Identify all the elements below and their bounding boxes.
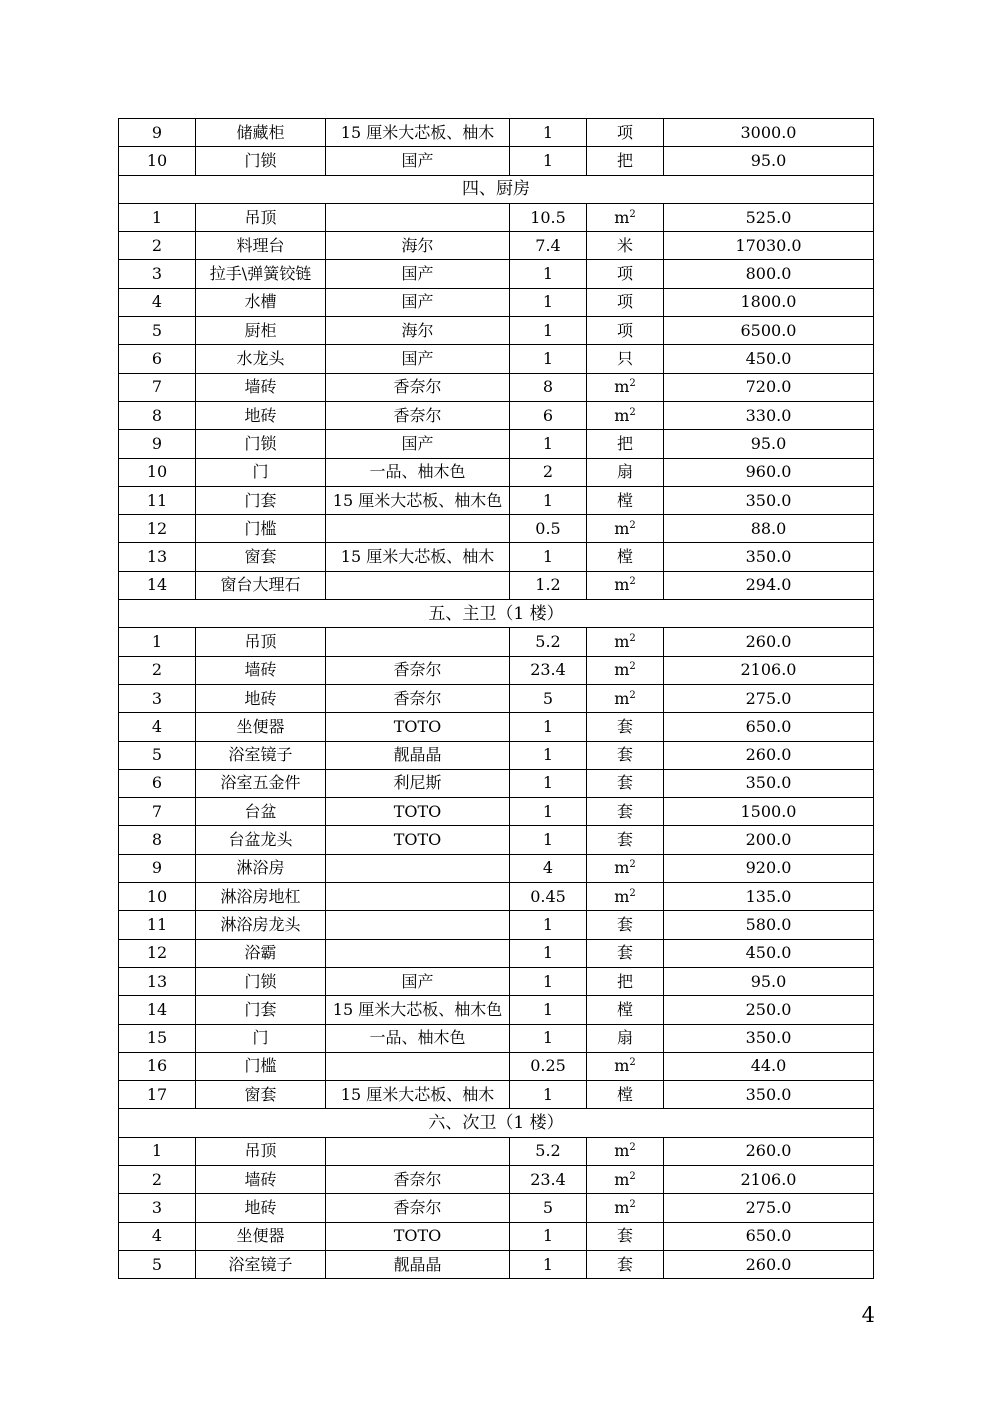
cell-amount: 350.0 (664, 769, 874, 797)
cell-item: 地砖 (196, 401, 326, 429)
table-row (119, 1081, 874, 1109)
superscript-two: 2 (629, 406, 636, 418)
cell-item: 墙砖 (196, 656, 326, 684)
cell-spec: 国产 (326, 967, 510, 995)
cell-amount: 650.0 (664, 713, 874, 741)
cell-no: 5 (119, 317, 196, 345)
cell-spec: TOTO (326, 1222, 510, 1250)
cell-spec: 国产 (326, 430, 510, 458)
cell-unit: 米 (587, 232, 664, 260)
cell-item: 淋浴房 (196, 854, 326, 882)
cell-qty: 1 (510, 713, 587, 741)
table-row (119, 515, 874, 543)
table-row (119, 656, 874, 684)
cell-item: 门 (196, 458, 326, 486)
section-header-row (119, 600, 874, 628)
cell-spec (326, 1052, 510, 1080)
cell-qty: 2 (510, 458, 587, 486)
cell-qty: 1 (510, 1081, 587, 1109)
cell-item: 门槛 (196, 515, 326, 543)
cell-spec: 15 厘米大芯板、柚木色 (326, 486, 510, 514)
cell-amount: 350.0 (664, 543, 874, 571)
cell-unit: 把 (587, 967, 664, 995)
table-row (119, 543, 874, 571)
table-row (119, 458, 874, 486)
cell-spec: 海尔 (326, 232, 510, 260)
cell-spec: 香奈尔 (326, 373, 510, 401)
cell-unit: 樘 (587, 543, 664, 571)
cell-item: 台盆龙头 (196, 826, 326, 854)
cell-unit: 项 (587, 317, 664, 345)
cell-no: 3 (119, 1194, 196, 1222)
cell-no: 6 (119, 345, 196, 373)
cell-item: 墙砖 (196, 373, 326, 401)
cell-no: 13 (119, 543, 196, 571)
cell-item: 门 (196, 1024, 326, 1052)
cell-amount: 650.0 (664, 1222, 874, 1250)
table-row (119, 883, 874, 911)
cell-no: 10 (119, 147, 196, 175)
cell-qty: 10.5 (510, 203, 587, 231)
cell-amount: 2106.0 (664, 1165, 874, 1193)
table-row (119, 769, 874, 797)
cell-amount: 260.0 (664, 1137, 874, 1165)
cell-qty: 1 (510, 288, 587, 316)
cell-spec: 国产 (326, 345, 510, 373)
cell-amount: 350.0 (664, 486, 874, 514)
table-row (119, 741, 874, 769)
cell-unit: 套 (587, 769, 664, 797)
cell-amount: 17030.0 (664, 232, 874, 260)
cell-unit: 扇 (587, 1024, 664, 1052)
cell-spec: 一品、柚木色 (326, 1024, 510, 1052)
section-header-row (119, 175, 874, 203)
table-row (119, 826, 874, 854)
cell-no: 6 (119, 769, 196, 797)
table-row (119, 628, 874, 656)
cell-qty: 8 (510, 373, 587, 401)
cell-amount: 95.0 (664, 967, 874, 995)
cell-spec (326, 571, 510, 599)
cell-unit: 只 (587, 345, 664, 373)
cell-no: 5 (119, 1250, 196, 1278)
cell-unit: 套 (587, 798, 664, 826)
cell-no: 4 (119, 713, 196, 741)
budget-table-body (119, 119, 874, 1279)
cell-unit: $m^2$ (587, 373, 664, 401)
cell-unit: 套 (587, 826, 664, 854)
cell-unit: 项 (587, 288, 664, 316)
cell-qty: 1 (510, 486, 587, 514)
cell-unit: 套 (587, 713, 664, 741)
cell-item: 浴霸 (196, 939, 326, 967)
cell-item: 门锁 (196, 967, 326, 995)
cell-qty: 0.25 (510, 1052, 587, 1080)
cell-spec: 国产 (326, 147, 510, 175)
cell-item: 水龙头 (196, 345, 326, 373)
cell-amount: 260.0 (664, 628, 874, 656)
table-row (119, 430, 874, 458)
cell-no: 10 (119, 458, 196, 486)
cell-unit: $m^2$ (587, 515, 664, 543)
cell-spec: 国产 (326, 260, 510, 288)
cell-spec: 靓晶晶 (326, 1250, 510, 1278)
table-row (119, 147, 874, 175)
table-row (119, 260, 874, 288)
cell-qty: 1 (510, 317, 587, 345)
cell-unit: 套 (587, 1222, 664, 1250)
cell-no: 7 (119, 798, 196, 826)
cell-unit: $m^2$ (587, 1052, 664, 1080)
cell-no: 11 (119, 486, 196, 514)
cell-spec (326, 911, 510, 939)
cell-amount: 2106.0 (664, 656, 874, 684)
cell-amount: 350.0 (664, 1024, 874, 1052)
cell-unit: $m^2$ (587, 656, 664, 684)
cell-no: 5 (119, 741, 196, 769)
superscript-two: 2 (629, 887, 636, 899)
cell-no: 4 (119, 288, 196, 316)
cell-spec: 靓晶晶 (326, 741, 510, 769)
cell-item: 地砖 (196, 684, 326, 712)
section-title: 四、厨房 (119, 175, 874, 203)
cell-unit: 套 (587, 741, 664, 769)
table-row (119, 1222, 874, 1250)
cell-qty: 1 (510, 996, 587, 1024)
section-header-row (119, 1109, 874, 1137)
cell-unit: $m^2$ (587, 854, 664, 882)
cell-no: 8 (119, 826, 196, 854)
cell-item: 淋浴房地杠 (196, 883, 326, 911)
cell-no: 11 (119, 911, 196, 939)
cell-amount: 95.0 (664, 430, 874, 458)
cell-spec: 15 厘米大芯板、柚木色 (326, 996, 510, 1024)
cell-spec: 国产 (326, 288, 510, 316)
cell-no: 12 (119, 939, 196, 967)
cell-item: 门套 (196, 486, 326, 514)
cell-item: 坐便器 (196, 1222, 326, 1250)
cell-no: 9 (119, 854, 196, 882)
cell-unit: $m^2$ (587, 1137, 664, 1165)
cell-item: 拉手\弹簧铰链 (196, 260, 326, 288)
cell-unit: 套 (587, 1250, 664, 1278)
cell-unit: $m^2$ (587, 628, 664, 656)
cell-item: 坐便器 (196, 713, 326, 741)
section-title: 六、次卫（1 楼） (119, 1109, 874, 1137)
cell-no: 15 (119, 1024, 196, 1052)
cell-no: 3 (119, 260, 196, 288)
table-row (119, 939, 874, 967)
cell-amount: 250.0 (664, 996, 874, 1024)
table-row (119, 1052, 874, 1080)
table-row (119, 684, 874, 712)
cell-amount: 350.0 (664, 1081, 874, 1109)
table-row (119, 232, 874, 260)
cell-no: 8 (119, 401, 196, 429)
cell-qty: 1 (510, 939, 587, 967)
cell-qty: 1 (510, 147, 587, 175)
cell-qty: 1 (510, 967, 587, 995)
cell-amount: 800.0 (664, 260, 874, 288)
table-row (119, 486, 874, 514)
cell-unit: $m^2$ (587, 1194, 664, 1222)
cell-spec: 海尔 (326, 317, 510, 345)
cell-qty: 1 (510, 119, 587, 147)
cell-item: 吊顶 (196, 1137, 326, 1165)
cell-amount: 450.0 (664, 939, 874, 967)
cell-spec: 一品、柚木色 (326, 458, 510, 486)
cell-qty: 1 (510, 911, 587, 939)
cell-qty: 1 (510, 798, 587, 826)
cell-spec: TOTO (326, 798, 510, 826)
cell-item: 浴室五金件 (196, 769, 326, 797)
cell-unit: 项 (587, 119, 664, 147)
cell-no: 14 (119, 996, 196, 1024)
cell-amount: 88.0 (664, 515, 874, 543)
cell-unit: $m^2$ (587, 883, 664, 911)
table-row (119, 996, 874, 1024)
cell-unit: $m^2$ (587, 1165, 664, 1193)
cell-amount: 1500.0 (664, 798, 874, 826)
table-row (119, 911, 874, 939)
cell-no: 1 (119, 1137, 196, 1165)
cell-unit: $m^2$ (587, 203, 664, 231)
cell-spec: 15 厘米大芯板、柚木 (326, 1081, 510, 1109)
cell-spec: TOTO (326, 826, 510, 854)
cell-spec: 15 厘米大芯板、柚木 (326, 119, 510, 147)
cell-item: 窗套 (196, 543, 326, 571)
cell-amount: 260.0 (664, 741, 874, 769)
cell-item: 浴室镜子 (196, 741, 326, 769)
cell-amount: 3000.0 (664, 119, 874, 147)
cell-amount: 135.0 (664, 883, 874, 911)
cell-item: 窗台大理石 (196, 571, 326, 599)
superscript-two: 2 (629, 661, 636, 673)
cell-item: 门槛 (196, 1052, 326, 1080)
table-row (119, 571, 874, 599)
cell-spec: 香奈尔 (326, 401, 510, 429)
cell-amount: 6500.0 (664, 317, 874, 345)
cell-no: 3 (119, 684, 196, 712)
cell-qty: 1 (510, 543, 587, 571)
table-row (119, 798, 874, 826)
cell-item: 地砖 (196, 1194, 326, 1222)
cell-qty: 5.2 (510, 628, 587, 656)
cell-item: 储藏柜 (196, 119, 326, 147)
cell-no: 4 (119, 1222, 196, 1250)
cell-unit: 项 (587, 260, 664, 288)
cell-no: 2 (119, 656, 196, 684)
cell-qty: 4 (510, 854, 587, 882)
superscript-two: 2 (629, 378, 636, 390)
table-row (119, 203, 874, 231)
cell-no: 2 (119, 1165, 196, 1193)
section-title: 五、主卫（1 楼） (119, 600, 874, 628)
superscript-two: 2 (629, 1057, 636, 1069)
cell-no: 1 (119, 203, 196, 231)
budget-table (118, 118, 874, 1279)
superscript-two: 2 (629, 632, 636, 644)
superscript-two: 2 (629, 859, 636, 871)
cell-unit: 樘 (587, 996, 664, 1024)
cell-amount: 44.0 (664, 1052, 874, 1080)
table-row (119, 345, 874, 373)
cell-qty: 1 (510, 741, 587, 769)
cell-amount: 580.0 (664, 911, 874, 939)
cell-amount: 920.0 (664, 854, 874, 882)
cell-item: 吊顶 (196, 628, 326, 656)
table-row (119, 854, 874, 882)
cell-item: 门套 (196, 996, 326, 1024)
superscript-two: 2 (629, 576, 636, 588)
table-row (119, 967, 874, 995)
cell-no: 2 (119, 232, 196, 260)
cell-no: 12 (119, 515, 196, 543)
cell-spec (326, 939, 510, 967)
cell-item: 料理台 (196, 232, 326, 260)
cell-qty: 23.4 (510, 1165, 587, 1193)
cell-amount: 294.0 (664, 571, 874, 599)
cell-qty: 6 (510, 401, 587, 429)
page-number: 4 (861, 1303, 875, 1327)
cell-amount: 260.0 (664, 1250, 874, 1278)
cell-qty: 1 (510, 1250, 587, 1278)
cell-amount: 525.0 (664, 203, 874, 231)
cell-item: 厨柜 (196, 317, 326, 345)
cell-item: 水槽 (196, 288, 326, 316)
cell-spec (326, 628, 510, 656)
cell-unit: $m^2$ (587, 401, 664, 429)
superscript-two: 2 (629, 519, 636, 531)
superscript-two: 2 (629, 1142, 636, 1154)
cell-item: 门锁 (196, 147, 326, 175)
cell-qty: 5.2 (510, 1137, 587, 1165)
cell-spec: 利尼斯 (326, 769, 510, 797)
cell-item: 台盆 (196, 798, 326, 826)
cell-amount: 720.0 (664, 373, 874, 401)
cell-item: 墙砖 (196, 1165, 326, 1193)
cell-unit: 樘 (587, 486, 664, 514)
cell-spec: 香奈尔 (326, 1165, 510, 1193)
cell-no: 16 (119, 1052, 196, 1080)
cell-item: 门锁 (196, 430, 326, 458)
cell-amount: 960.0 (664, 458, 874, 486)
cell-item: 吊顶 (196, 203, 326, 231)
cell-qty: 1 (510, 345, 587, 373)
cell-spec: 香奈尔 (326, 1194, 510, 1222)
cell-qty: 1.2 (510, 571, 587, 599)
table-row (119, 288, 874, 316)
cell-unit: 把 (587, 147, 664, 175)
cell-no: 13 (119, 967, 196, 995)
cell-spec: 香奈尔 (326, 684, 510, 712)
cell-qty: 23.4 (510, 656, 587, 684)
cell-unit: 套 (587, 911, 664, 939)
cell-unit: $m^2$ (587, 684, 664, 712)
cell-spec: 15 厘米大芯板、柚木 (326, 543, 510, 571)
table-row (119, 317, 874, 345)
cell-amount: 200.0 (664, 826, 874, 854)
cell-amount: 95.0 (664, 147, 874, 175)
cell-qty: 0.45 (510, 883, 587, 911)
cell-amount: 1800.0 (664, 288, 874, 316)
cell-spec (326, 854, 510, 882)
cell-qty: 5 (510, 684, 587, 712)
table-row (119, 1024, 874, 1052)
cell-spec (326, 515, 510, 543)
cell-amount: 450.0 (664, 345, 874, 373)
cell-spec: TOTO (326, 713, 510, 741)
cell-qty: 5 (510, 1194, 587, 1222)
table-row (119, 1165, 874, 1193)
cell-no: 14 (119, 571, 196, 599)
cell-item: 浴室镜子 (196, 1250, 326, 1278)
cell-no: 7 (119, 373, 196, 401)
cell-no: 17 (119, 1081, 196, 1109)
superscript-two: 2 (629, 208, 636, 220)
cell-qty: 1 (510, 1222, 587, 1250)
cell-amount: 275.0 (664, 684, 874, 712)
cell-item: 淋浴房龙头 (196, 911, 326, 939)
cell-spec (326, 203, 510, 231)
cell-qty: 1 (510, 769, 587, 797)
cell-amount: 275.0 (664, 1194, 874, 1222)
cell-no: 9 (119, 119, 196, 147)
cell-spec: 香奈尔 (326, 656, 510, 684)
cell-no: 10 (119, 883, 196, 911)
cell-qty: 7.4 (510, 232, 587, 260)
cell-unit: $m^2$ (587, 571, 664, 599)
table-row (119, 1194, 874, 1222)
table-row (119, 713, 874, 741)
cell-unit: 樘 (587, 1081, 664, 1109)
cell-item: 窗套 (196, 1081, 326, 1109)
cell-amount: 330.0 (664, 401, 874, 429)
cell-spec (326, 1137, 510, 1165)
cell-no: 1 (119, 628, 196, 656)
superscript-two: 2 (629, 689, 636, 701)
cell-unit: 套 (587, 939, 664, 967)
cell-unit: 把 (587, 430, 664, 458)
cell-qty: 1 (510, 1024, 587, 1052)
cell-qty: 0.5 (510, 515, 587, 543)
table-row (119, 1137, 874, 1165)
cell-qty: 1 (510, 260, 587, 288)
cell-qty: 1 (510, 826, 587, 854)
superscript-two: 2 (629, 1198, 636, 1210)
superscript-two: 2 (629, 1170, 636, 1182)
cell-qty: 1 (510, 430, 587, 458)
table-row (119, 1250, 874, 1278)
table-row (119, 119, 874, 147)
cell-no: 9 (119, 430, 196, 458)
table-row (119, 373, 874, 401)
cell-unit: 扇 (587, 458, 664, 486)
table-row (119, 401, 874, 429)
cell-spec (326, 883, 510, 911)
